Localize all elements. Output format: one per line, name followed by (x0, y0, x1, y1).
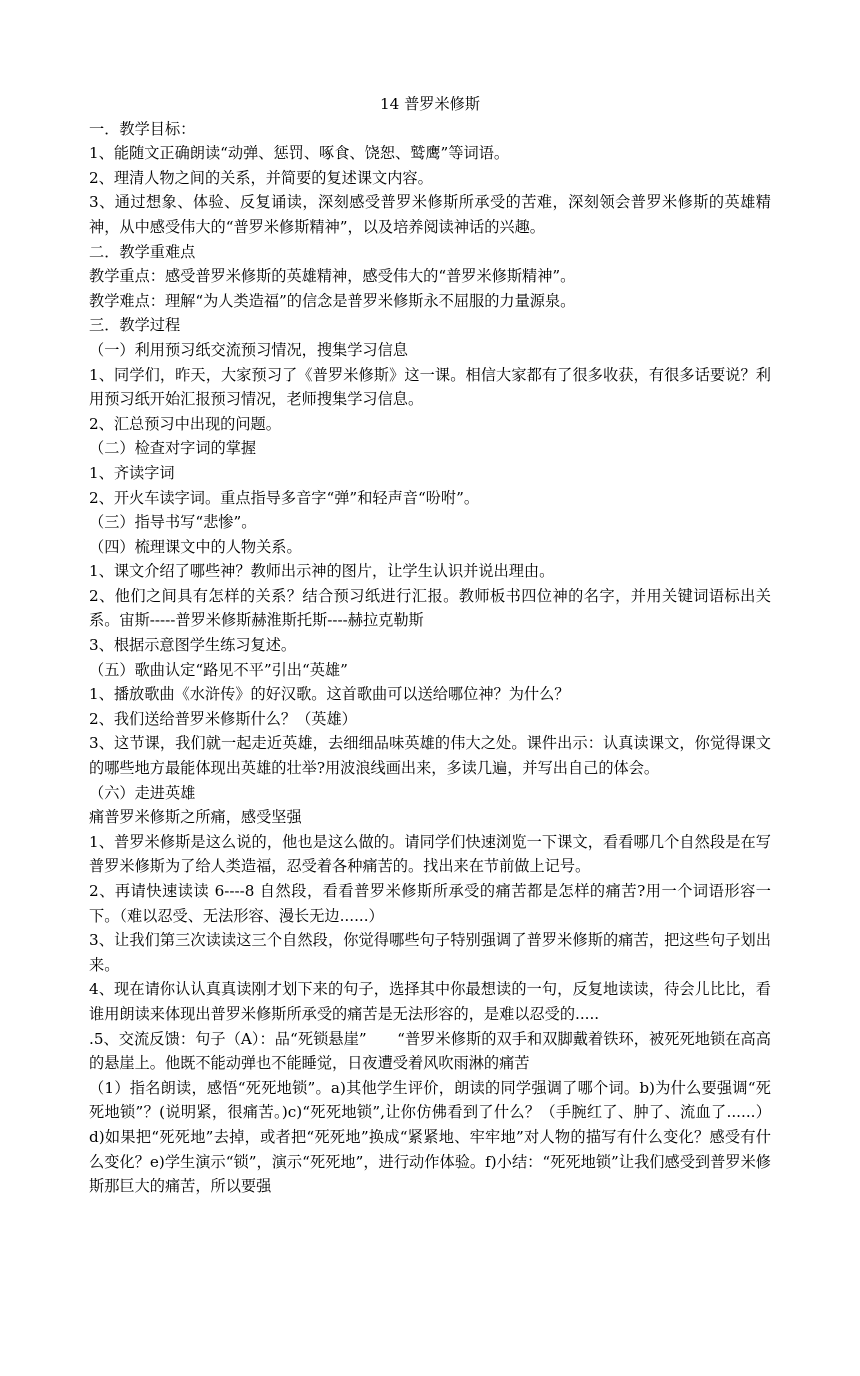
paragraph: 1、课文介绍了哪些神？教师出示神的图片，让学生认识并说出理由。 (89, 562, 555, 581)
paragraph: 4、现在请你认认真真读刚才划下来的句子，选择其中你最想读的一句，反复地读读，待会儿比比，看谁用朗读来体现出普罗米修斯所承受的痛苦是无法形容的，是难以忍受的..... (89, 980, 771, 1023)
paragraph: 教学难点：理解“为人类造福”的信念是普罗米修斯永不屈服的力量源泉。 (89, 291, 576, 310)
paragraph: 1、齐读字词 (89, 463, 175, 482)
document-body (89, 117, 771, 1199)
paragraph: 一．教学目标： (89, 119, 196, 138)
paragraph: 1、播放歌曲《水浒传》的好汉歌。这首歌曲可以送给哪位神？为什么？ (89, 685, 570, 704)
paragraph: 三．教学过程 (89, 316, 181, 335)
paragraph: 3、通过想象、体验、反复诵读，深刻感受普罗米修斯所承受的苦难，深刻领会普罗米修斯的英雄精神，从中感受伟大的“普罗米修斯精神”，以及培养阅读神话的兴趣。 (89, 193, 771, 236)
paragraph: 3、根据示意图学生练习复述。 (89, 636, 297, 655)
paragraph: （一）利用预习纸交流预习情况，搜集学习信息 (89, 340, 408, 359)
paragraph: 3、让我们第三次读读这三个自然段，你觉得哪些句子特别强调了普罗米修斯的痛苦，把这些句子划出来。 (89, 931, 771, 974)
paragraph: （1）指名朗读，感悟“死死地锁”。a)其他学生评价，朗读的同学强调了哪个词。b)为什么要强调“死死地锁”？(说明紧，很痛苦。)c)“死死地锁”,让你仿佛看到了什么？（手腕红了、肿了、流血了......）d)如果把“死死地”去掉，或者把“死死地”换成“紧紧地、牢牢地”对人物的描写有什么变化？感受有什么变化？e)学生演示“锁”，演示“死死地”，进行动作体验。f)小结：“死死地锁”让我们感受到普罗米修斯那巨大的痛苦，所以要强 (89, 1078, 771, 1196)
paragraph: （四）梳理课文中的人物关系。 (89, 537, 302, 556)
paragraph: 2、他们之间具有怎样的关系？结合预习纸进行汇报。教师板书四位神的名字，并用关键词语标出关系。宙斯-----普罗米修斯赫淮斯托斯----赫拉克勒斯 (89, 586, 771, 630)
document-page (89, 92, 771, 1199)
paragraph: （六）走进英雄 (89, 783, 196, 802)
paragraph: （五）歌曲认定“路见不平”引出“英雄” (89, 660, 348, 679)
paragraph: 1、普罗米修斯是这么说的，他也是这么做的。请同学们快速浏览一下课文，看看哪几个自然段是在写普罗米修斯为了给人类造福，忍受着各种痛苦的。找出来在节前做上记号。 (89, 832, 771, 876)
paragraph: 教学重点：感受普罗米修斯的英雄精神，感受伟大的“普罗米修斯精神”。 (89, 267, 576, 286)
paragraph: 2、开火车读字词。重点指导多音字“弹”和轻声音“吩咐”。 (89, 488, 480, 507)
paragraph: 2、再请快速读读 6----8 自然段，看看普罗米修斯所承受的痛苦都是怎样的痛苦?用一个词语形容一下。（难以忍受、无法形容、漫长无边......） (89, 882, 771, 925)
paragraph: 2、理清人物之间的关系，并简要的复述课文内容。 (89, 168, 433, 187)
paragraph: 3、这节课，我们就一起走近英雄，去细细品味英雄的伟大之处。课件出示：认真读课文，你觉得课文的哪些地方最能体现出英雄的壮举?用波浪线画出来，多读几遍，并写出自己的体会。 (89, 734, 771, 778)
paragraph: 2、汇总预习中出现的问题。 (89, 414, 281, 433)
paragraph: 2、我们送给普罗米修斯什么？（英雄） (89, 709, 357, 728)
paragraph: 1、同学们，昨天，大家预习了《普罗米修斯》这一课。相信大家都有了很多收获，有很多话要说？利用预习纸开始汇报预习情况，老师搜集学习信息。 (89, 365, 771, 409)
paragraph: 1、能随文正确朗读“动弹、惩罚、啄食、饶恕、鹫鹰”等词语。 (89, 144, 510, 163)
paragraph: .5、交流反馈：句子（A）：品“死锁悬崖” “普罗米修斯的双手和双脚戴着铁环，被死死地锁在高高的悬崖上。他既不能动弹也不能睡觉，日夜遭受着风吹雨淋的痛苦 (89, 1029, 771, 1073)
paragraph: 二．教学重难点 (89, 242, 196, 261)
document-title: 14 普罗米修斯 (379, 95, 481, 113)
paragraph: 痛普罗米修斯之所痛，感受坚强 (89, 808, 302, 827)
paragraph: （三）指导书写“悲惨”。 (89, 513, 257, 532)
paragraph: （二）检查对字词的掌握 (89, 439, 257, 458)
